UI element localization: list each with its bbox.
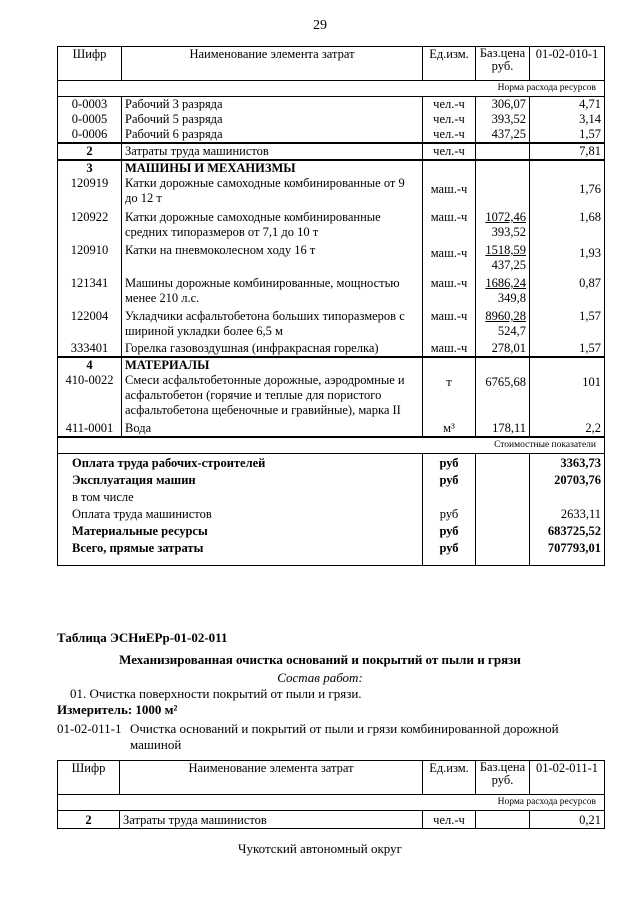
- header-norm-code: 01-02-010-1: [535, 47, 599, 61]
- item-code: 01-02-011-1: [57, 721, 122, 736]
- norm-label: Норма расхода ресурсов: [58, 795, 605, 811]
- cost-row: Всего, прямые затраты руб 707793,01: [58, 539, 605, 565]
- item-text: Очистка оснований и покрытий от пыли и грязи комбинированной дорожной машиной: [130, 721, 559, 752]
- work-description: 01. Очистка поверхности покрытий от пыли и грязи.: [70, 686, 362, 701]
- table-row: 122004 Укладчики асфальтобетона больших типоразмеров с шириной укладки более 6,5 м маш.-ч 8960,28 524,7 1,57: [58, 306, 605, 339]
- table-row: 333401 Горелка газовоздушная (инфракрасная горелка) маш.-ч 278,01 1,57: [58, 339, 605, 357]
- composition-label: Состав работ:: [277, 670, 363, 685]
- cost-row: в том числе: [58, 488, 605, 505]
- table-row: 120922 Катки дорожные самоходные комбинированные средних типоразмеров от 7,1 до 10 т маш.-ч 1072,46 393,52 1,68: [58, 206, 605, 240]
- table-row: 120910 Катки на пневмоколесном ходу 16 т маш.-ч 1518,59 437,25 1,93: [58, 240, 605, 273]
- table-row: 0-0003 Рабочий 3 разряда чел.-ч 306,07 4,71: [58, 97, 605, 113]
- cost-label: Стоимостные показатели: [58, 437, 605, 454]
- header-name: Наименование элемента затрат: [122, 47, 423, 81]
- footer-region: Чукотский автономный округ: [238, 841, 402, 856]
- table-row: 2 Затраты труда машинистов чел.-ч 0,21: [58, 811, 605, 829]
- header-norm-code: 01-02-011-1: [535, 761, 599, 775]
- table-row: 120919 Катки дорожные самоходные комбинированные от 9 до 12 т маш.-ч 1,76: [58, 176, 605, 206]
- header-unit: Ед.изм.: [423, 761, 476, 795]
- cost-row: Эксплуатация машин руб 20703,76: [58, 471, 605, 488]
- table-title: Таблица ЭСНиЕРр-01-02-011: [57, 630, 228, 645]
- table-row: 2 Затраты труда машинистов чел.-ч 7,81: [58, 143, 605, 160]
- table-row: 0-0005 Рабочий 5 разряда чел.-ч 393,52 3,14: [58, 112, 605, 127]
- page-number: 29: [313, 18, 327, 33]
- header-unit: Ед.изм.: [423, 47, 476, 81]
- table-row: 4 МАТЕРИАЛЫ: [58, 357, 605, 373]
- norm-label: Норма расхода ресурсов: [58, 81, 605, 97]
- cost-row: Материальные ресурсы руб 683725,52: [58, 522, 605, 539]
- table-row: 121341 Машины дорожные комбинированные, мощностью менее 210 л.с. маш.-ч 1686,24 349,8 0,87: [58, 273, 605, 306]
- header-name: Наименование элемента затрат: [120, 761, 423, 795]
- table-row: 410-0022 Смеси асфальтобетонные дорожные, аэродромные и асфальтобетон (горячие и теплые для пористого асфальтобетона щебеночные и гравийные), марка II т 6765,68 101: [58, 373, 605, 418]
- header-code: Шифр: [58, 761, 120, 795]
- header-price: Баз.цена руб.: [476, 761, 530, 795]
- section-heading: Механизированная очистка оснований и покрытий от пыли и грязи: [119, 652, 521, 667]
- cost-row: Оплата труда машинистов руб 2633,11: [58, 505, 605, 522]
- resource-table-1: [57, 46, 605, 566]
- table-row: 411-0001 Вода м³ 178,11 2,2: [58, 418, 605, 437]
- table-row: 3 МАШИНЫ И МЕХАНИЗМЫ: [58, 160, 605, 176]
- cost-row: Оплата труда рабочих-строителей руб 3363,73: [58, 454, 605, 472]
- header-code: Шифр: [58, 47, 122, 81]
- table-row: 0-0006 Рабочий 6 разряда чел.-ч 437,25 1,57: [58, 127, 605, 143]
- header-price: Баз.цена руб.: [476, 47, 530, 81]
- meter-label: Измеритель: 1000 м²: [57, 702, 178, 717]
- resource-table-2: [57, 760, 605, 829]
